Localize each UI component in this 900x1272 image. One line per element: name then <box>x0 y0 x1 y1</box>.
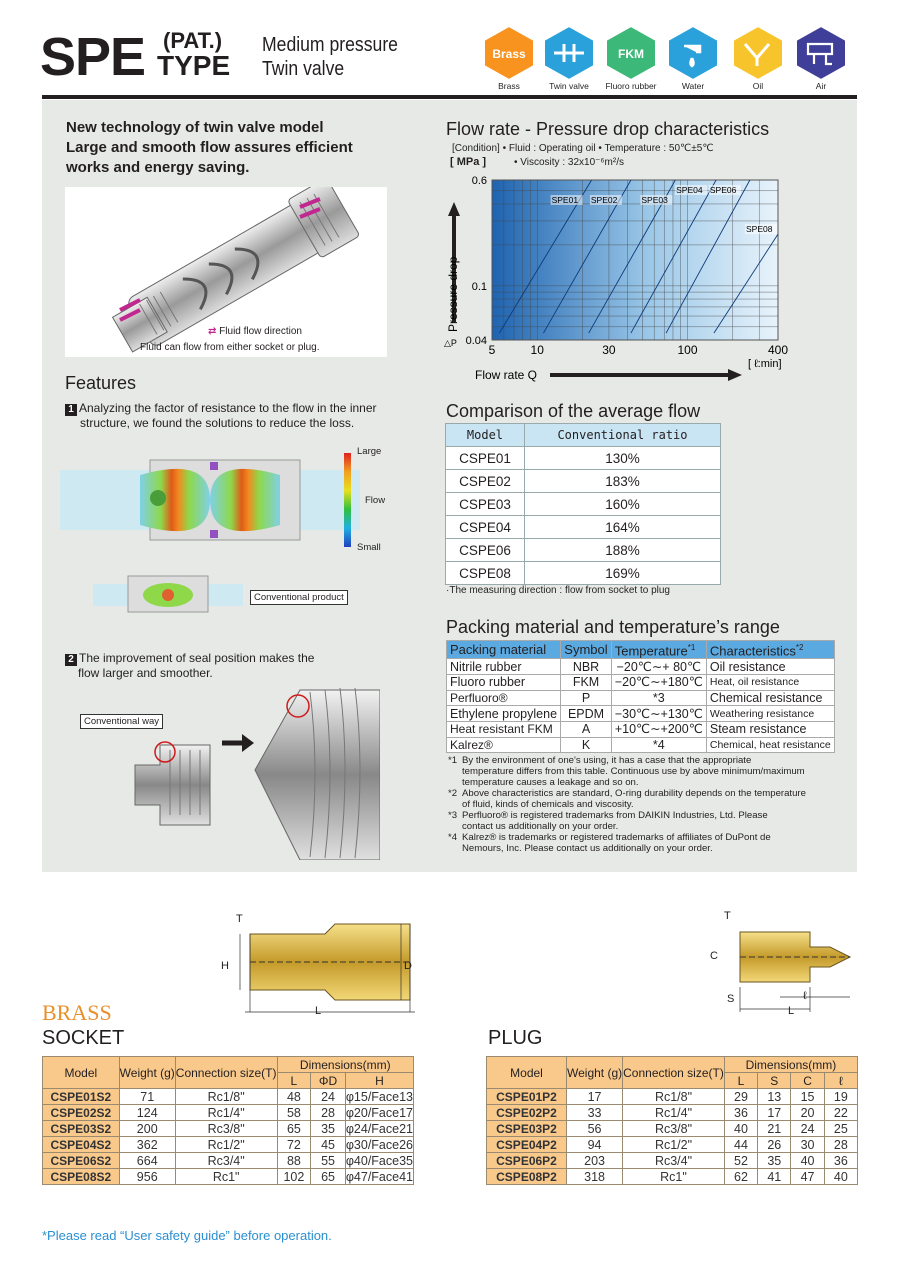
comparison-title: Comparison of the average flow <box>446 401 701 421</box>
plug-col-l: L <box>724 1073 757 1089</box>
comparison-row <box>446 447 721 470</box>
temperature-cell: −20℃∼+ 80℃ <box>611 659 706 675</box>
packing-note-line <box>448 832 848 843</box>
value-cell: Rc1/4" <box>623 1105 725 1121</box>
temperature-cell: −20℃∼+180℃ <box>611 675 706 691</box>
header-rule <box>42 95 857 99</box>
model-cell: CSPE04S2 <box>43 1137 120 1153</box>
value-cell: 36 <box>824 1153 857 1169</box>
col-model: Model <box>446 424 525 447</box>
x-axis-label: Flow rate Q <box>475 368 538 382</box>
symbol-cell: P <box>561 690 611 706</box>
model-cell: CSPE06 <box>446 539 525 562</box>
value-cell: 30 <box>791 1137 824 1153</box>
model-cell: CSPE08S2 <box>43 1169 120 1185</box>
legend-large: Large <box>357 446 382 457</box>
plug-label-l: L <box>788 1005 795 1017</box>
table-row <box>43 1105 414 1121</box>
symbol-cell: NBR <box>561 659 611 675</box>
plug-col-weight: Weight (g) <box>567 1057 623 1089</box>
socket-col-l: L <box>277 1073 311 1089</box>
note-text: contact us additionally on your order. <box>462 821 619 832</box>
characteristics-cell: Heat, oil resistance <box>706 675 834 691</box>
table-row <box>487 1153 858 1169</box>
packing-note-line <box>448 766 848 777</box>
value-cell: 20 <box>791 1105 824 1121</box>
packing-note-line <box>448 777 848 788</box>
badge-label: Air <box>815 81 827 91</box>
value-cell: 62 <box>724 1169 757 1185</box>
type-label: TYPE <box>157 50 231 81</box>
value-cell: 45 <box>311 1137 346 1153</box>
plug-col-conn: Connection size(T) <box>623 1057 725 1089</box>
flow-chart-title: Flow rate - Pressure drop characteristics <box>446 119 770 139</box>
packing-row <box>447 659 835 675</box>
value-cell: 17 <box>758 1105 791 1121</box>
seal-comparison-image <box>130 670 380 860</box>
badge-hex <box>666 24 720 82</box>
badge-label: Oil <box>752 81 764 91</box>
series-label-spe08: SPE08 <box>746 224 773 235</box>
badge-hex <box>794 24 848 82</box>
value-cell: 24 <box>311 1089 346 1105</box>
flow-chart <box>440 172 810 392</box>
badge-hex <box>482 24 536 82</box>
value-cell: φ40/Face35 <box>345 1153 413 1168</box>
feature-2 <box>65 651 314 666</box>
badge-label: Fluoro rubber <box>605 81 657 91</box>
socket-table <box>42 1056 414 1185</box>
value-cell: 28 <box>311 1105 346 1121</box>
plug-col-ell: ℓ <box>824 1073 857 1089</box>
model-cell: CSPE03P2 <box>487 1121 567 1137</box>
packing-row <box>447 706 835 722</box>
badge-hex <box>731 24 785 82</box>
table-row <box>43 1089 414 1105</box>
series-label-spe02: SPE02 <box>590 195 618 205</box>
badge-icon <box>604 24 658 82</box>
badge-hex <box>542 24 596 82</box>
feature-1 <box>65 401 377 416</box>
model-cell: CSPE08 <box>446 562 525 585</box>
note-mark: *4 <box>448 832 458 843</box>
characteristics-cell: Steam resistance <box>706 722 834 738</box>
y-unit: [ MPa ] <box>450 156 487 168</box>
note-text: Perfluoro® is registered trademarks from DAIKIN Industries, Ltd. Please <box>462 810 768 821</box>
condition-line-2: • Viscosity : 32x10⁻⁶m²/s <box>514 157 624 168</box>
plug-col-s: S <box>758 1073 791 1089</box>
value-cell: 47 <box>791 1169 824 1185</box>
model-cell: CSPE04 <box>446 516 525 539</box>
value-cell: 25 <box>824 1121 857 1137</box>
value-cell: 35 <box>311 1121 346 1137</box>
value-cell: 35 <box>758 1153 791 1169</box>
socket-label-l: L <box>315 1005 322 1017</box>
note-mark <box>448 821 462 832</box>
note-text: Above characteristics are standard, O-ring durability depends on the temperature <box>462 788 806 799</box>
features-title: Features <box>65 373 137 393</box>
model-cell: CSPE01 <box>446 447 525 470</box>
intro-line-1: New technology of twin valve model <box>66 119 324 136</box>
table-row <box>43 1169 414 1185</box>
table-row <box>487 1089 858 1105</box>
badge-icon <box>542 24 596 82</box>
comparison-row <box>446 493 721 516</box>
table-row <box>487 1105 858 1121</box>
value-cell: φ15/Face13 <box>345 1089 413 1104</box>
feature-number-1: 1 <box>65 404 77 416</box>
flow-chart-svg <box>440 172 810 387</box>
ratio-cell: 160% <box>524 493 720 516</box>
note-text: Kalrez® is trademarks or registered trademarks of affiliates of DuPont de <box>462 832 771 843</box>
value-cell: 28 <box>824 1137 857 1153</box>
socket-col-weight: Weight (g) <box>119 1057 175 1089</box>
brass-title: BRASS <box>42 1000 112 1025</box>
seal-comparison-icon <box>130 670 380 860</box>
plug-label-ell: ℓ <box>803 990 807 1002</box>
value-cell: 22 <box>824 1105 857 1121</box>
value-cell: 88 <box>277 1153 311 1169</box>
model-cell: CSPE02S2 <box>43 1105 120 1121</box>
conventional-flow-icon <box>93 570 243 618</box>
value-cell: 24 <box>791 1121 824 1137</box>
packing-row <box>447 737 835 753</box>
value-cell: 33 <box>567 1105 623 1121</box>
value-cell: φ47/Face41 <box>345 1169 413 1184</box>
temperature-header: Temperature <box>614 643 688 659</box>
note-text: temperature differs from this table. Continuous use by above minimum/maximum <box>462 766 805 777</box>
note-mark: *1 <box>448 755 458 766</box>
intro-line-2: Large and smooth flow assures efficient <box>66 139 353 156</box>
socket-col-model: Model <box>43 1057 120 1089</box>
value-cell: 200 <box>119 1121 175 1137</box>
safety-footer: *Please read “User safety guide” before operation. <box>42 1228 332 1243</box>
value-cell: 102 <box>277 1169 311 1185</box>
badge-label: Water <box>681 81 705 91</box>
y-arrowhead-icon <box>448 202 460 216</box>
symbol-cell: K <box>561 737 611 753</box>
sup-2: *2 <box>795 643 804 652</box>
ratio-cell: 164% <box>524 516 720 539</box>
condition-line-1: [Condition] • Fluid : Operating oil • Temperature : 50℃±5℃ <box>452 143 714 154</box>
feature-number-2: 2 <box>65 654 77 666</box>
flow-caption: Fluid can flow from either socket or plug. <box>140 342 320 353</box>
note-text: Nemours, Inc. Please contact us additionally on your order. <box>462 843 713 854</box>
plug-col-c: C <box>791 1073 824 1089</box>
subtitle-valve: Twin valve <box>262 58 345 80</box>
value-cell: 318 <box>567 1169 623 1185</box>
value-cell: 65 <box>311 1169 346 1185</box>
model-cell: CSPE03 <box>446 493 525 516</box>
value-cell: 40 <box>824 1169 857 1185</box>
intro-line-3: works and energy saving. <box>66 159 250 176</box>
y-tick-label: 0.1 <box>471 280 487 293</box>
note-text: of fluid, kinds of chemicals and viscosity. <box>462 799 634 810</box>
value-cell: Rc1" <box>623 1169 725 1185</box>
note-text: temperature causes a leakage and so on. <box>462 777 639 788</box>
packing-row <box>447 690 835 706</box>
value-cell: 13 <box>758 1089 791 1105</box>
x-tick-label: 5 <box>488 343 496 357</box>
conventional-product-label: Conventional product <box>250 590 348 605</box>
value-cell: 36 <box>724 1105 757 1121</box>
plug-label-c: C <box>710 950 718 962</box>
value-cell: 21 <box>758 1121 791 1137</box>
col-material: Packing material <box>447 641 561 659</box>
flow-direction-text: Fluid flow direction <box>219 326 302 337</box>
value-cell: Rc1/2" <box>623 1137 725 1153</box>
value-cell: 40 <box>791 1153 824 1169</box>
legend-small: Small <box>357 542 381 553</box>
material-cell: Nitrile rubber <box>447 659 561 675</box>
value-cell: 44 <box>724 1137 757 1153</box>
badge-icon <box>794 24 848 82</box>
flow-simulation-icon <box>60 440 360 560</box>
series-label-spe01: SPE01 <box>551 195 579 205</box>
value-cell: Rc3/8" <box>623 1121 725 1137</box>
symbol-cell: A <box>561 722 611 738</box>
packing-note-line <box>448 810 848 821</box>
badge-label: Brass <box>498 81 520 91</box>
symbol-cell: FKM <box>561 675 611 691</box>
characteristics-cell: Oil resistance <box>706 659 834 675</box>
material-cell: Perfluoro® <box>447 690 561 706</box>
col-symbol: Symbol <box>561 641 611 659</box>
value-cell: φ24/Face21 <box>345 1121 413 1136</box>
value-cell: 124 <box>119 1105 175 1121</box>
ratio-cell: 183% <box>524 470 720 493</box>
series-label-spe04: SPE04 <box>676 185 703 195</box>
badge-icon-text: FKM <box>618 47 644 61</box>
value-cell: 71 <box>119 1089 175 1105</box>
temperature-cell: *3 <box>611 690 706 706</box>
value-cell: Rc1/4" <box>175 1105 277 1121</box>
value-cell: Rc1/2" <box>175 1137 277 1153</box>
packing-note-line <box>448 788 848 799</box>
plug-table <box>486 1056 858 1185</box>
characteristics-header: Characteristics <box>709 643 796 659</box>
packing-table <box>446 640 835 753</box>
ratio-cell: 169% <box>524 562 720 585</box>
value-cell: 41 <box>758 1169 791 1185</box>
value-cell: 29 <box>724 1089 757 1105</box>
note-mark <box>448 766 462 777</box>
table-row <box>43 1137 414 1153</box>
ratio-cell: 130% <box>524 447 720 470</box>
plug-col-dim: Dimensions(mm) <box>724 1057 857 1073</box>
value-cell: 19 <box>824 1089 857 1105</box>
flow-simulation-image <box>60 440 360 560</box>
plug-col-model: Model <box>487 1057 567 1089</box>
packing-note-line <box>448 799 848 810</box>
feature-2-line-1: The improvement of seal position makes the <box>79 651 315 665</box>
plug-title: PLUG <box>488 1027 543 1049</box>
x-tick-label: 10 <box>530 343 544 357</box>
model-cell: CSPE02 <box>446 470 525 493</box>
value-cell: 58 <box>277 1105 311 1121</box>
plug-label-s: S <box>727 993 735 1005</box>
feature-1-line-2: structure, we found the solutions to reduce the loss. <box>80 416 355 430</box>
series-label-spe06: SPE06 <box>709 185 737 195</box>
model-cell: CSPE06P2 <box>487 1153 567 1169</box>
y-tick-label: 0.04 <box>465 335 487 347</box>
model-cell: CSPE02P2 <box>487 1105 567 1121</box>
value-cell: 40 <box>724 1121 757 1137</box>
model-cell: CSPE01P2 <box>487 1089 567 1105</box>
series-label-spe03: SPE03 <box>641 195 668 205</box>
conventional-simulation <box>93 570 243 618</box>
conventional-way-label: Conventional way <box>80 714 163 729</box>
y-axis-prefix: △P <box>444 338 457 348</box>
table-row <box>487 1137 858 1153</box>
characteristics-cell: Weathering resistance <box>706 706 834 722</box>
socket-title: SOCKET <box>42 1027 125 1049</box>
socket-label-d: D <box>404 960 412 972</box>
feature-1-line-1: Analyzing the factor of resistance to the flow in the inner <box>79 401 377 415</box>
packing-note-line <box>448 821 848 832</box>
feature-2-line-2: flow larger and smoother. <box>78 666 213 680</box>
comparison-row <box>446 539 721 562</box>
value-cell: 48 <box>277 1089 311 1105</box>
value-cell: 15 <box>791 1089 824 1105</box>
badge-hex <box>604 24 658 82</box>
packing-notes <box>448 755 848 854</box>
value-cell: 362 <box>119 1137 175 1153</box>
legend-flow: Flow <box>365 495 386 506</box>
material-cell: Fluoro rubber <box>447 675 561 691</box>
socket-label-h: H <box>221 960 229 972</box>
socket-col-d: ΦD <box>311 1073 346 1089</box>
value-cell: 17 <box>567 1089 623 1105</box>
table-row <box>43 1153 414 1169</box>
material-cell: Ethylene propylene <box>447 706 561 722</box>
note-mark: *3 <box>448 810 458 821</box>
comparison-table <box>445 423 721 585</box>
socket-col-conn: Connection size(T) <box>175 1057 277 1089</box>
socket-label-t: T <box>236 913 243 925</box>
model-cell: CSPE08P2 <box>487 1169 567 1185</box>
value-cell: φ30/Face26 <box>345 1137 413 1152</box>
sup-1: *1 <box>687 643 696 652</box>
value-cell: Rc1/8" <box>175 1089 277 1105</box>
value-cell: 94 <box>567 1137 623 1153</box>
note-mark <box>448 799 462 810</box>
value-cell: Rc3/8" <box>175 1121 277 1137</box>
value-cell: 52 <box>724 1153 757 1169</box>
x-tick-label: 400 <box>767 343 789 357</box>
temperature-cell: −30℃∼+130℃ <box>611 706 706 722</box>
value-cell: 664 <box>119 1153 175 1169</box>
note-mark: *2 <box>448 788 458 799</box>
symbol-cell: EPDM <box>561 706 611 722</box>
temperature-cell: *4 <box>611 737 706 753</box>
packing-note-line <box>448 755 848 766</box>
model-cell: CSPE04P2 <box>487 1137 567 1153</box>
arrows-icon: ⇄ <box>208 326 217 337</box>
material-cell: Heat resistant FKM <box>447 722 561 738</box>
col-ratio: Conventional ratio <box>524 424 720 447</box>
comparison-note: ·The measuring direction : flow from socket to plug <box>446 585 670 596</box>
note-mark <box>448 843 462 854</box>
value-cell: 26 <box>758 1137 791 1153</box>
badge-icon <box>666 24 720 82</box>
value-cell: 55 <box>311 1153 346 1169</box>
value-cell: Rc1/8" <box>623 1089 725 1105</box>
badge-icon <box>482 24 536 82</box>
model-cell: CSPE06S2 <box>43 1153 120 1169</box>
y-tick-label: 0.6 <box>471 175 487 187</box>
table-row <box>487 1169 858 1185</box>
model-cell: CSPE01S2 <box>43 1089 120 1105</box>
value-cell: 72 <box>277 1137 311 1153</box>
y-axis-label: Pressure drop <box>446 256 460 332</box>
flow-color-scale <box>344 453 351 547</box>
packing-title: Packing material and temperature’s range <box>446 617 780 637</box>
x-arrowhead-icon <box>728 369 742 381</box>
series-name: SPE <box>40 27 146 87</box>
value-cell: 56 <box>567 1121 623 1137</box>
packing-row <box>447 675 835 691</box>
comparison-row <box>446 516 721 539</box>
table-row <box>43 1121 414 1137</box>
value-cell: 956 <box>119 1169 175 1185</box>
comparison-row <box>446 562 721 585</box>
x-unit: [ ℓ:min] <box>748 358 782 370</box>
badge-icon-text: Brass <box>492 47 526 61</box>
value-cell: φ20/Face17 <box>345 1105 413 1120</box>
ratio-cell: 188% <box>524 539 720 562</box>
note-mark <box>448 777 462 788</box>
characteristics-cell: Chemical, heat resistance <box>706 737 834 753</box>
value-cell: Rc3/4" <box>623 1153 725 1169</box>
material-cell: Kalrez® <box>447 737 561 753</box>
badge-label: Twin valve <box>549 81 589 91</box>
model-cell: CSPE03S2 <box>43 1121 120 1137</box>
value-cell: 203 <box>567 1153 623 1169</box>
comparison-row <box>446 470 721 493</box>
col-temperature <box>611 641 706 659</box>
flow-direction-legend <box>208 326 302 338</box>
badge-icon <box>731 24 785 82</box>
x-tick-label: 30 <box>602 343 616 357</box>
packing-note-line <box>448 843 848 854</box>
value-cell: Rc3/4" <box>175 1153 277 1169</box>
note-text: By the environment of one's using, it has a case that the appropriate <box>462 755 752 766</box>
characteristics-cell: Chemical resistance <box>706 690 834 706</box>
col-characteristics <box>706 641 834 659</box>
value-cell: Rc1" <box>175 1169 277 1185</box>
x-tick-label: 100 <box>677 343 698 357</box>
table-row <box>487 1121 858 1137</box>
plug-label-t: T <box>724 910 731 922</box>
value-cell: 65 <box>277 1121 311 1137</box>
socket-col-h: H <box>345 1073 413 1089</box>
packing-row <box>447 722 835 738</box>
subtitle-pressure: Medium pressure <box>262 34 398 56</box>
socket-col-dim: Dimensions(mm) <box>277 1057 413 1073</box>
temperature-cell: +10℃∼+200℃ <box>611 722 706 738</box>
pat-label: (PAT.) <box>163 28 223 53</box>
